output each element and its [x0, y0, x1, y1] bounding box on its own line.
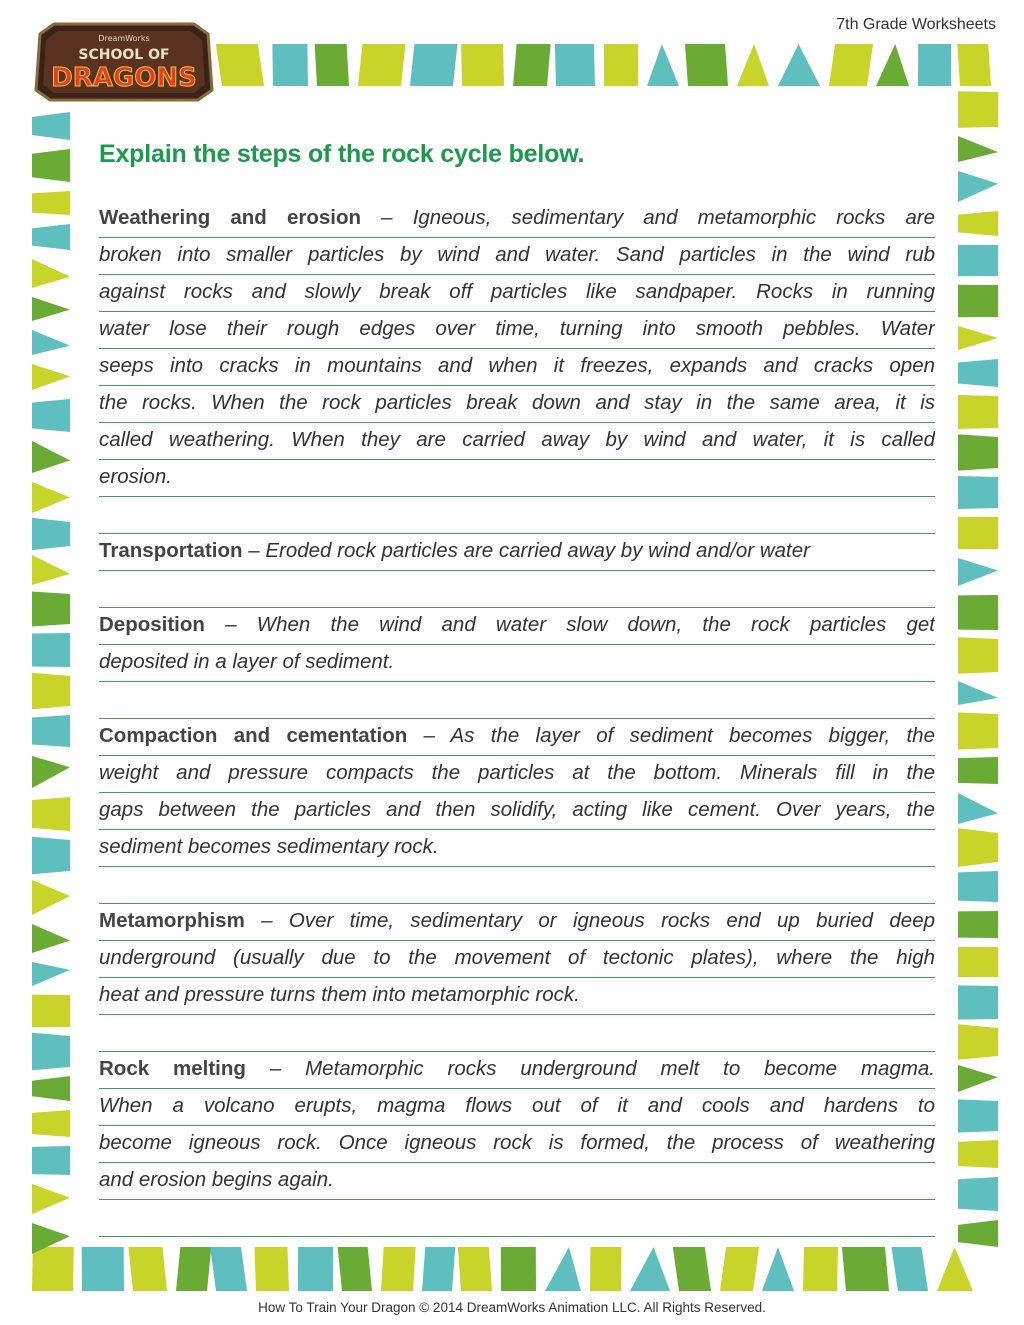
answer-line [99, 349, 935, 386]
border-piece [545, 1247, 581, 1291]
section-term: Deposition [99, 613, 205, 636]
border-piece [720, 1247, 759, 1291]
border-piece [685, 44, 728, 86]
border-piece [32, 555, 70, 585]
border-piece [32, 364, 70, 390]
blank-answer-line [99, 1200, 935, 1237]
border-piece [32, 441, 70, 473]
border-piece [958, 713, 998, 750]
page-title: Explain the steps of the rock cycle below. [99, 140, 585, 168]
border-piece [958, 911, 998, 938]
border-piece [32, 149, 70, 182]
border-piece [958, 1220, 998, 1247]
border-piece [458, 1247, 492, 1291]
border-piece [422, 1247, 455, 1291]
border-piece [32, 962, 70, 986]
border-piece [32, 224, 70, 250]
section-definition: sediment becomes sedimentary rock. [99, 835, 439, 858]
border-piece [891, 1247, 928, 1291]
answer-lines [99, 201, 935, 1237]
border-piece [958, 359, 998, 387]
answer-line [99, 312, 935, 349]
border-piece [958, 637, 998, 674]
border-piece [272, 44, 308, 86]
border-piece [958, 871, 998, 902]
section-definition: called weathering. When they are carried away by wind and water, it is called [99, 428, 935, 451]
border-piece [32, 1033, 70, 1070]
border-piece [315, 44, 349, 86]
border-piece [958, 285, 998, 317]
border-piece [957, 44, 991, 86]
border-piece [254, 1247, 289, 1291]
border-piece [32, 191, 70, 215]
border-piece [32, 1223, 70, 1254]
section-definition: seeps into cracks in mountains and when it freezes, expands and cracks open [99, 354, 935, 377]
section-definition: When the wind and water slow down, the rock particles get [256, 613, 935, 636]
border-piece [32, 633, 70, 667]
section-definition: the rocks. When the rock particles break down and stay in the same area, it is [99, 391, 935, 414]
section-definition: water lose their rough edges over time, turning into smooth pebbles. Water [99, 317, 935, 340]
border-piece [958, 136, 998, 162]
header-label: 7th Grade Worksheets [836, 16, 996, 33]
section-definition: Eroded rock particles are carried away by wind and/or water [265, 539, 810, 562]
border-piece [778, 44, 820, 86]
border-piece [32, 330, 70, 355]
border-piece [630, 1247, 670, 1291]
border-piece [937, 1247, 973, 1291]
border-piece [958, 1024, 998, 1060]
logo-line2: DRAGONS [51, 63, 197, 93]
border-piece [32, 518, 70, 550]
answer-line [99, 534, 935, 571]
term-dash: – [361, 206, 413, 229]
section-definition: become igneous rock. Once igneous rock is formed, the process of weathering [99, 1131, 935, 1154]
border-piece [803, 1247, 838, 1291]
border-piece [958, 757, 998, 784]
border-piece [32, 797, 70, 831]
border-piece [32, 673, 70, 709]
border-piece [958, 595, 998, 630]
border-piece [829, 44, 873, 86]
border-piece [958, 211, 998, 236]
border-piece [737, 44, 769, 86]
answer-line [99, 1163, 935, 1200]
border-piece [958, 793, 998, 824]
border-piece [958, 326, 998, 350]
border-piece [647, 44, 679, 86]
border-piece [958, 1140, 998, 1168]
border-piece [82, 1247, 124, 1291]
border-piece [32, 297, 70, 321]
answer-line [99, 386, 935, 423]
border-piece [958, 985, 998, 1019]
border-piece [32, 756, 70, 788]
section-definition: Metamorphic rocks underground melt to become magma. [305, 1057, 935, 1080]
border-piece [590, 1247, 621, 1291]
answer-line [99, 645, 935, 682]
border-piece [501, 1247, 536, 1291]
border-piece [32, 112, 70, 140]
section-definition: Over time, sedimentary or igneous rocks end up buried deep [288, 909, 935, 932]
border-piece [958, 1177, 998, 1211]
border-piece [32, 1247, 74, 1291]
border-piece [32, 259, 70, 288]
section-definition: and erosion begins again. [99, 1168, 334, 1191]
border-piece [958, 1099, 998, 1132]
border-piece [958, 245, 998, 276]
border-piece [958, 91, 998, 128]
border-piece [410, 44, 457, 86]
section-definition: As the layer of sediment becomes bigger, the [450, 724, 935, 747]
term-dash: – [204, 613, 257, 636]
answer-line [99, 201, 935, 238]
border-piece [216, 44, 264, 86]
answer-line [99, 830, 935, 867]
border-piece [958, 517, 998, 549]
footer-copyright: How To Train Your Dragon © 2014 DreamWorks Animation LLC. All Rights Reserved. [258, 1300, 766, 1315]
border-piece [32, 1184, 70, 1214]
border-piece [604, 44, 638, 86]
border-piece [461, 44, 504, 86]
section-definition: underground (usually due to the movement of tectonic plates), where the high [99, 946, 935, 969]
logo-brand: DreamWorks [98, 34, 150, 43]
border-piece [128, 1247, 167, 1291]
border-piece [32, 1076, 70, 1101]
answer-line [99, 719, 935, 756]
border-piece [338, 1247, 372, 1291]
answer-line [99, 275, 935, 312]
border-piece [32, 1146, 70, 1175]
border-piece [958, 947, 998, 977]
border-piece [958, 434, 998, 470]
border-piece [358, 44, 405, 86]
answer-line [99, 978, 935, 1015]
border-piece [381, 1247, 416, 1291]
term-dash: – [242, 539, 266, 562]
section-term: Transportation [99, 539, 243, 562]
term-dash: – [407, 724, 451, 747]
border-piece [876, 44, 909, 86]
worksheet-content [99, 140, 935, 1237]
blank-answer-line [99, 571, 935, 608]
section-term: Compaction and cementation [99, 724, 408, 747]
answer-line [99, 460, 935, 497]
border-piece [32, 924, 70, 953]
answer-line [99, 793, 935, 830]
term-dash: – [244, 909, 289, 932]
border-piece [958, 476, 998, 509]
border-piece [555, 44, 595, 86]
answer-line [99, 423, 935, 460]
section-term: Rock melting [99, 1057, 246, 1080]
section-term: Metamorphism [99, 909, 245, 932]
answer-line [99, 904, 935, 941]
border-piece [958, 681, 998, 705]
section-definition: broken into smaller particles by wind and water. Sand particles in the wind rub [99, 243, 935, 266]
border-piece [842, 1247, 889, 1291]
section-definition: erosion. [99, 465, 172, 488]
logo-line1: SCHOOL OF [78, 47, 170, 63]
border-piece [32, 880, 70, 915]
answer-line [99, 608, 935, 645]
section-definition: deposited in a layer of sediment. [99, 650, 395, 673]
border-piece [32, 995, 70, 1028]
blank-answer-line [99, 682, 935, 719]
border-piece [958, 558, 998, 586]
answer-line [99, 941, 935, 978]
section-definition: Igneous, sedimentary and metamorphic rocks are [412, 206, 935, 229]
border-piece [958, 1065, 998, 1092]
border-piece [762, 1247, 794, 1291]
school-of-dragons-logo [34, 20, 214, 102]
border-piece [298, 1247, 333, 1291]
border-piece [958, 171, 998, 202]
border-piece [918, 44, 951, 86]
section-definition: weight and pressure compacts the particles at the bottom. Minerals fill in the [99, 761, 935, 784]
term-dash: – [245, 1057, 306, 1080]
blank-answer-line [99, 1015, 935, 1052]
border-piece [32, 482, 70, 513]
answer-line [99, 1052, 935, 1089]
answer-line [99, 756, 935, 793]
border-piece [32, 1110, 70, 1137]
border-piece [958, 828, 998, 867]
section-definition: against rocks and slowly break off particles like sandpaper. Rocks in running [99, 280, 935, 303]
blank-answer-line [99, 497, 935, 534]
border-piece [176, 1247, 211, 1291]
border-piece [673, 1247, 711, 1291]
answer-line [99, 238, 935, 275]
border-piece [32, 399, 70, 432]
blank-answer-line [99, 867, 935, 904]
answer-line [99, 1089, 935, 1126]
section-term: Weathering and erosion [99, 206, 362, 229]
border-piece [958, 395, 998, 429]
section-definition: gaps between the particles and then solidify, acting like cement. Over years, the [99, 798, 935, 821]
border-piece [32, 715, 70, 747]
border-piece [210, 1247, 247, 1291]
border-piece [32, 837, 70, 874]
section-definition: heat and pressure turns them into metamorphic rock. [99, 983, 580, 1006]
border-piece [32, 592, 70, 627]
section-definition: When a volcano erupts, magma flows out of it and cools and hardens to [99, 1094, 935, 1117]
border-piece [513, 44, 551, 86]
answer-line [99, 1126, 935, 1163]
